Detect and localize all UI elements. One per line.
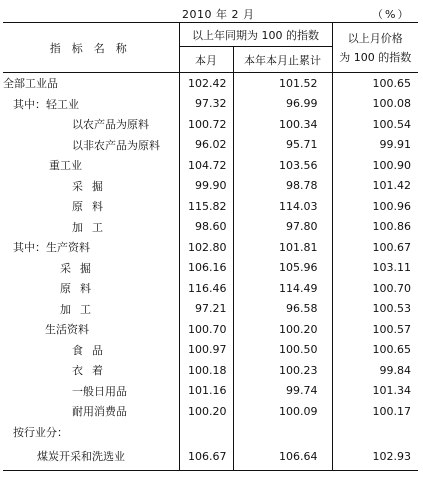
- cumulative-value: 95.71: [233, 135, 332, 156]
- this-month-value: 100.70: [179, 319, 233, 340]
- indicator-name: 加工: [3, 217, 179, 238]
- cumulative-value: 105.96: [233, 258, 332, 279]
- table-row: [3, 278, 418, 299]
- cumulative-value: 101.81: [233, 237, 332, 258]
- prev-month-value: 102.93: [372, 449, 411, 463]
- column-group-same-period: 以上年同期为 100 的指数: [179, 23, 332, 47]
- this-month-value: 104.72: [179, 155, 233, 176]
- cumulative-value: 99.74: [233, 381, 332, 402]
- indicator-name: 食品: [3, 340, 179, 361]
- this-month-value: 97.21: [179, 299, 233, 320]
- table-row: [3, 319, 418, 340]
- prev-month-value: [332, 422, 418, 443]
- prev-month-value: 100.08: [372, 97, 411, 111]
- this-month-value: 116.46: [179, 278, 233, 299]
- cumulative-value: 96.99: [233, 94, 332, 115]
- indicator-name: 按行业分：: [3, 422, 179, 443]
- this-month-value: 97.32: [179, 94, 233, 115]
- column-header-this-month: 本月: [179, 47, 233, 73]
- table-row: [3, 299, 418, 320]
- this-month-value: 98.60: [179, 217, 233, 238]
- this-month-value: 102.80: [179, 237, 233, 258]
- indicator-name: 以农产品为原料: [3, 114, 179, 135]
- this-month-value: 101.16: [179, 381, 233, 402]
- table-row: [3, 114, 418, 135]
- table-row: [3, 340, 418, 361]
- this-month-value: 96.02: [179, 135, 233, 156]
- column-header-name: 指标名称: [3, 23, 179, 73]
- indicator-name: 原料: [3, 278, 179, 299]
- table-row: [3, 442, 418, 471]
- cumulative-value: 101.52: [233, 73, 332, 94]
- table-row: [3, 73, 418, 94]
- prev-month-value: 100.65: [372, 343, 411, 357]
- price-index-table: [3, 22, 418, 471]
- cumulative-value: 97.80: [233, 217, 332, 238]
- cumulative-value: 103.56: [233, 155, 332, 176]
- prev-month-value: 101.42: [372, 179, 411, 193]
- cumulative-value: 100.50: [233, 340, 332, 361]
- cumulative-value: [233, 422, 332, 443]
- table-row: [3, 94, 418, 115]
- this-month-value: 115.82: [179, 196, 233, 217]
- table-row: [3, 135, 418, 156]
- cumulative-value: 106.64: [233, 442, 332, 471]
- cumulative-value: 98.78: [233, 176, 332, 197]
- cumulative-value: 114.49: [233, 278, 332, 299]
- report-date: 2010 年 2 月: [182, 8, 255, 21]
- cumulative-value: 100.23: [233, 360, 332, 381]
- cumulative-value: 96.58: [233, 299, 332, 320]
- indicator-name: 生活资料: [3, 319, 179, 340]
- this-month-value: 106.16: [179, 258, 233, 279]
- prev-month-value: 100.86: [372, 220, 411, 234]
- prev-month-value: 100.53: [372, 302, 411, 316]
- prev-month-value: 100.67: [372, 240, 411, 254]
- prev-month-value: 100.17: [372, 404, 411, 418]
- table-row: [3, 155, 418, 176]
- this-month-value: 106.67: [179, 442, 233, 471]
- prev-month-value: 101.34: [372, 384, 411, 398]
- this-month-value: 102.42: [179, 73, 233, 94]
- indicator-name: 采掘: [3, 176, 179, 197]
- prev-month-value: 100.65: [372, 76, 411, 90]
- indicator-name: 其中：生产资料: [3, 237, 179, 258]
- this-month-value: [179, 422, 233, 443]
- table-row: [3, 401, 418, 422]
- table-row: [3, 422, 418, 443]
- column-header-prev-month: [332, 23, 418, 73]
- indicator-name: 加工: [3, 299, 179, 320]
- prev-month-line1: 以上月价格: [347, 31, 403, 45]
- prev-month-value: 99.84: [379, 363, 411, 377]
- table-row: [3, 176, 418, 197]
- indicator-name: 全部工业品: [3, 73, 179, 94]
- this-month-value: 100.18: [179, 360, 233, 381]
- table-row: [3, 217, 418, 238]
- this-month-value: 99.90: [179, 176, 233, 197]
- indicator-name: 煤炭开采和洗选业: [3, 442, 179, 471]
- indicator-name: 衣着: [3, 360, 179, 381]
- indicator-name: 采掘: [3, 258, 179, 279]
- table-body: [3, 73, 418, 471]
- unit-label: （%）: [372, 8, 411, 21]
- prev-month-value: 100.96: [372, 199, 411, 213]
- indicator-name: 其中：轻工业: [3, 94, 179, 115]
- table-caption: [0, 0, 423, 22]
- prev-month-value: 100.57: [372, 322, 411, 336]
- cumulative-value: 100.20: [233, 319, 332, 340]
- prev-month-line2: 为 100 的指数: [339, 50, 412, 64]
- table-row: [3, 360, 418, 381]
- table-row: [3, 258, 418, 279]
- cumulative-value: 100.09: [233, 401, 332, 422]
- table-row: [3, 381, 418, 402]
- table-row: [3, 237, 418, 258]
- table-row: [3, 196, 418, 217]
- indicator-name: 以非农产品为原料: [3, 135, 179, 156]
- cumulative-value: 114.03: [233, 196, 332, 217]
- this-month-value: 100.72: [179, 114, 233, 135]
- prev-month-value: 100.90: [372, 158, 411, 172]
- this-month-value: 100.20: [179, 401, 233, 422]
- this-month-value: 100.97: [179, 340, 233, 361]
- column-header-cumulative: 本年本月止累计: [233, 47, 332, 73]
- cumulative-value: 100.34: [233, 114, 332, 135]
- indicator-name: 一般日用品: [3, 381, 179, 402]
- prev-month-value: 99.91: [379, 138, 411, 152]
- indicator-name: 原料: [3, 196, 179, 217]
- indicator-name: 重工业: [3, 155, 179, 176]
- indicator-name: 耐用消费品: [3, 401, 179, 422]
- prev-month-value: 100.54: [372, 117, 411, 131]
- prev-month-value: 100.70: [372, 281, 411, 295]
- prev-month-value: 103.11: [372, 261, 411, 275]
